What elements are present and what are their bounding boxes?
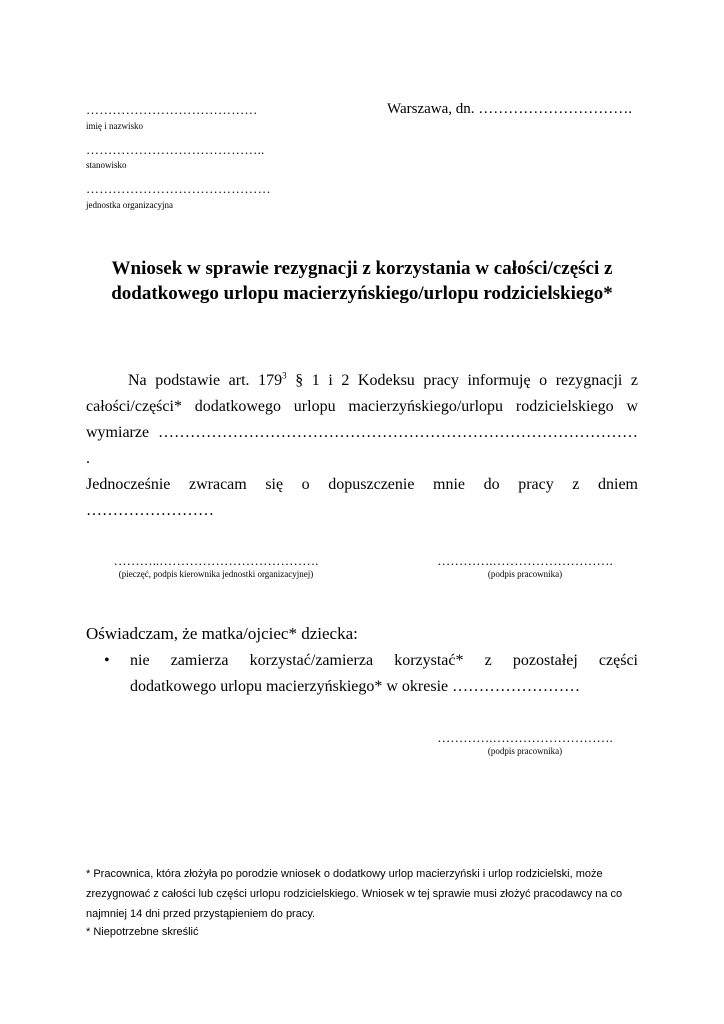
employee-signature-block-2 xyxy=(420,730,630,756)
unit-field-dots: …………………………………… xyxy=(86,181,271,196)
declaration-intro: Oświadczam, że matka/ojciec* dziecka: xyxy=(86,624,358,643)
unit-caption: jednostka organizacyjna xyxy=(86,200,174,210)
employee-signature-block-1 xyxy=(420,553,630,579)
manager-signature-caption: (pieczęć, podpis kierownika jednostki organizacyjnej) xyxy=(118,569,314,579)
position-field-dots: ………………………………….. xyxy=(86,142,265,157)
manager-signature-dots: ………..………………………………. xyxy=(113,553,319,568)
footnote-2: * Niepotrzebne skreślić xyxy=(86,926,199,938)
p1-sup: 3 xyxy=(282,370,287,381)
name-caption: imię i nazwisko xyxy=(86,121,143,131)
document-title xyxy=(70,256,654,306)
title-line-2: dodatkowego urlopu macierzyńskiego/urlopu rodzicielskiego* xyxy=(111,283,613,304)
employee-signature-dots-1: ………….………………………. xyxy=(437,553,613,568)
employee-signature-caption-1: (podpis pracownika) xyxy=(487,569,563,579)
bullet-text-line-2: dodatkowego urlopu macierzyńskiego* w okresie …………………… xyxy=(130,678,581,695)
bullet-text-line-1: nie zamierza korzystać/zamierza korzystać* z pozostałej części xyxy=(130,652,638,669)
manager-signature-block xyxy=(86,553,346,579)
title-line-1: Wniosek w sprawie rezygnacji z korzystania w całości/części z xyxy=(111,258,613,279)
p1-rest: § 1 i 2 Kodeksu pracy informuję o rezygnacji z całości/części* dodatkowego urlopu macierzyńskiego/urlopu rodzicielskiego w wymiarze ……………………………………………………………………………… . xyxy=(86,372,639,467)
bullet-icon: • xyxy=(104,652,110,669)
position-caption: stanowisko xyxy=(86,160,127,170)
name-field-dots: ………………………………… xyxy=(86,102,258,117)
employee-signature-caption-2: (podpis pracownika) xyxy=(487,746,563,756)
body-paragraph-2: Jednocześnie zwracam się o dopuszczenie mnie do pracy z dniem …………………… xyxy=(86,476,638,519)
body-paragraph-1 xyxy=(86,368,638,472)
place-date: Warszawa, dn. …………………………. xyxy=(387,101,633,117)
footnote-1: * Pracownica, która złożyła po porodzie wniosek o dodatkowy urlop macierzyński i urlop rodzicielski, może zrezygnować z całości lub części urlopu rodzicielskiego. Wniosek w tej sprawie musi złożyć pracodawcy na co najmniej 14 dni przed przystąpieniem do pracy. xyxy=(86,868,623,920)
p1-start: Na podstawie art. 179 xyxy=(128,372,283,389)
employee-signature-dots-2: ………….………………………. xyxy=(437,730,613,745)
